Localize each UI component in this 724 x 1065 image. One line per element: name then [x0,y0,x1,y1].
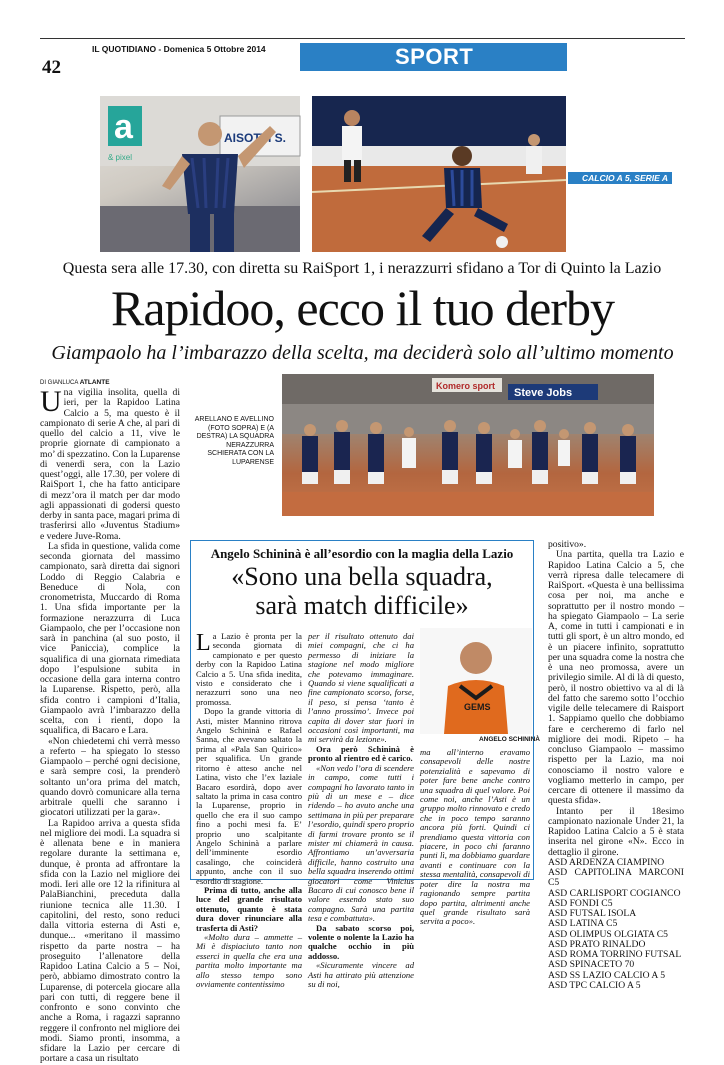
photo-portrait-schinina [420,628,532,734]
interview-answer: ma all’interno eravamo consapevoli delle nostre potenzialità e sapevamo di poter fare bene anche contro una squadra di quel valore. Poi come noi, anche l’Asti è un gruppo molto rinnovato e credo che in poco tempo saranno ancora più forti. Quindi ci prendiamo questa vittoria con piacere, in poco chi faranno punti lì, ma dobbiamo guardare avanti e continuare con la stessa mentalità, consapevoli di poter dire la nostra ma ragionando sempre partita dopo partita, altrimenti anche quel grande risultato sarà servita a poco». [420,747,530,927]
team-list-item: ASD PRATO RINALDO [548,938,646,950]
portrait-caption: ANGELO SCHININÀ [478,736,540,743]
team-list-item: ASD FUTSAL ISOLA [548,908,637,919]
interview-answer: «Sicuramente vincere ad Asti ha attirato più attenzione su di noi, [308,960,414,990]
article-headline: Rapidoo, ecco il tuo derby [110,280,615,336]
photo-player-avellino [312,96,566,252]
photo-caption: ARELLANO E AVELLINO (FOTO SOPRA) E (A DESTRA) LA SQUADRA NERAZZURRA SCHIERATA CON LA LUPARENSE [194,416,274,466]
section-banner: SPORT [300,43,567,71]
interview-question: Prima di tutto, anche alla luce del grande risultato ottenuto, quanto è stata dura dover rinunciare alla trasferta di Asti? [196,884,302,933]
interview-question: Ora però Schininà è pronto al rientro ed è carico. [308,743,414,764]
team-list-item: ASD OLIMPUS OLGIATA C5 [548,928,668,940]
sponsor-banner-text: Steve Jobs [514,387,573,399]
sponsor-logo-subtext: & pixel [108,153,133,162]
main-article-column-2 [548,539,684,991]
main-paragraph: positivo». [548,539,587,550]
drop-cap: L [196,630,211,656]
interview-answer: «Molto dura – ammette – Mi è dispiaciuto tanto non esserci in quella che era una partita molto importante ma allo stesso tempo sono ovviamente contentissimo [196,932,302,990]
photo-team-lineup [282,374,654,516]
main-paragraph: La Rapidoo arriva a questa sfida nel migliore dei modi. La squadra si è allenata bene e in maniera regolare durante la settimana e, dunque, è pronta ad affrontare la sfida con la Lazio nel migliore dei modi. Ieri alle ore 12 la rifinitura al PalaBianchini, preceduta dalla riunione tecnica alle 11.30. I capitolini, del resto, sono reduci dalla vittoria esterna di Asti e, dunque... «meritano il massimo rispetto da parte nostra – ha proseguito l’allenatore della Rapidoo Latina Calcio a 5 – Noi, però, abbiamo dimostrato contro la Luparense, di potercela giocare alla pari con tutti, di reggere bene il confronto e sono convinto che anche a Roma, i ragazzi sapranno reggere il confronto nel migliore dei modi. Siamo pronti, insomma, a sfidare la Lazio per cercare di portare a casa un risultato [40,817,180,1065]
interview-answer: «Non vedo l’ora di scendere in campo, come tutti i compagni ho lavorato tanto in più di un mese e – dice ridendo – ho avuto anche una settimana in più per preparare l’esordio, quindi spero proprio di farmi trovare pronto se il mister mi chiamerà in causa. Affrontiamo un’avversaria difficile, hanno costruito una bella squadra inserendo ottimi giocatori come Vinicius Bacaro di cui conosco bene il valore essendo stato suo compagno. Sarà una partita tesa e combattuta». [308,762,414,924]
interview-column-3 [420,747,530,927]
team-list-item: ASD SPINACETO 70 [548,959,635,971]
masthead: IL QUOTIDIANO - Domenica 5 Ottobre 2014 [92,44,266,54]
sponsor-banner-text: Komero sport [436,381,496,391]
interview-column-1 [196,630,302,990]
interview-paragraph: a Lazio è pronta per la seconda giornata di campionato e per questo derby con la Rapidoo Latina Calcio a 5. Una sfida inedita, visto e considerato che i nerazzurri sono una neo promossa. [196,631,302,707]
article-subhead: Questa sera alle 17.30, con diretta su RaiSport 1, i nerazzurri sfidano a Tor di Quinto la Lazio [62,260,662,277]
main-paragraph: Una partita, quella tra Lazio e Rapidoo Latina Calcio a 5, che verrà ripresa dalle telecamere di RaiSport. «Questa è una bellissima cosa per noi, ma anche e soprattutto per il nostro mondo – ha spiegato Giampaolo – La serie A, come in tutti i campionati e in tutti gli sport, è un altro mondo, ed è un piacere infinito, soprattutto per una squadra come la nostra che è una neo promossa, avere un privilegio simile. Al di là di questo, però, il nostro obiettivo va al di là del fatto che saremo sotto l’occhio vigile delle telecamere di Raisport 1. Sappiamo quello che dobbiamo fare e cercheremo di farlo nel migliore dei modi. Ripeto – ha concluso Giampaolo – massimo rispetto per la Lazio, ma noi conosciamo il nostro valore e vogliamo metterlo in campo, per cercare di ottenere il massimo da questa sfida». [548,549,684,807]
article-deck: Giampaolo ha l’imbarazzo della scelta, ma deciderà solo all’ultimo momento [51,342,674,364]
main-article-column-1 [40,385,180,1065]
page-number: 42 [42,57,61,78]
interview-headline [192,562,532,620]
drop-cap: U [40,385,62,418]
byline-prefix: DI GIANLUCA [40,380,79,386]
main-paragraph: Intanto per il 18esimo campionato nazionale Under 21, la Rapidoo Latina Calcio a 5 è stata inserita nel girone «N». Ecco in dettaglio il girone. [548,805,684,858]
interview-kicker: Angelo Schininà è all’esordio con la maglia della Lazio [210,546,514,561]
main-paragraph: «Non chiedetemi chi verrà messo a referto – ha spiegato lo stesso Giampaolo – perché ogni decisione, e sarà sempre così, la prenderò soltanto un’ora prima del match, quando dovrò comunicare alla terna arbitrale quelli che saranno i giocatori utilizzati per la gara». [40,735,180,819]
team-list-item: ASD FONDI C5 [548,897,613,909]
sponsor-banner-text: AISOTTI S. [224,131,287,145]
byline-author: ATLANTE [79,379,110,386]
main-paragraph: La sfida in questione, valida come seconda giornata del massimo campionato, sarà diretta dai signori Loddo di Reggio Calabria e Beneduce di Nola, con cronometrista, Muccardo di Roma 1. Una sfida importante per la formazione nerazzurra di Luca Giampaolo, che per l’occasione non sarà in panchina (al suo posto, il vice Paniccia), complice la squalifica di una giornata rimediata dopo l’espulsione subita in occasione della gara interna contro la Luparense. Rispetto, però, alla sfida contro i campioni d’Italia, Giampaolo avrà l’imbarazzo della scelta, con i rienti, dopo la squalifica, di Bacaro e Lara. [40,540,180,737]
group-team-list [548,858,684,991]
team-list-item: ASD CARLISPORT COGIANCO [548,887,681,899]
jersey-text: GEMS [464,702,491,712]
team-list-item: ASD LATINA C5 [548,918,618,930]
sponsor-logo-text: a [114,108,133,146]
interview-headline-line: sarà match difficile» [255,591,469,620]
interview-question: Da sabato scorso poi, volente o nolente la Lazio ha qualche occhio in più addosso. [308,922,414,961]
interview-answer: per il risultato ottenuto dai miei compagni, che ci ha permesso di iniziare la stagione nel modo migliore che potevamo immaginare. Quando si viene squalificati a fine campionato scorso, forse, il peso, si pensa ‘tanto è l’anno prossimo’. Invece poi capita di dover star fuori in occasioni così importanti, ma mi servirà da lezione». [308,631,414,745]
interview-paragraph: Dopo la grande vittoria di Asti, mister Mannino ritrova Angelo Schininà e Rafael Sanna, che avevano saltato la prima al «Pala San Quirico» per squalifica. Un grande ritorno è atteso anche nel Latina, visto che l’ex laziale Bacaro esordirà, dopo aver saltato la prima in casa contro la Luparense, proprio in quello che era il suo campo fino a pochi mesi fa. E’ proprio uno scalpitante Angelo Schininà a parlare dell’imminente esordio casalingo, che coinciderà appunto, anche con il suo esordio di stagione. [196,706,302,886]
header-rule [40,38,685,39]
main-paragraph: na vigilia insolita, quella di ieri, per la Rapidoo Latina Calcio a 5, ma questo è il campionato di serie A che, al pari di quello del calcio a 11, vive le proprie giornate di campionato a mo’ di spezzatino. Con la Luparense di venerdì sera, con la Lazio quest’oggi, alle 17.30, per volere di RaiSport 1, che ha fatto anticipare di mezz’ora il match per dar modo agli appassionati di godersi questo derby in santa pace, magari prima di trasferirsi allo «Juventus Stadium» e vedere Juve-Roma. [40,387,180,542]
team-list-item: ASD ARDENZA CIAMPINO [548,856,665,868]
team-list-item: ASD ROMA TORRINO FUTSAL [548,949,682,960]
team-list-item: ASD TPC CALCIO A 5 [548,979,641,991]
section-kicker: CALCIO A 5, SERIE A [568,172,672,184]
interview-headline-line: «Sono una bella squadra, [231,562,493,591]
photo-player-arellano [100,96,300,252]
team-list-item: ASD SS LAZIO CALCIO A 5 [548,969,666,981]
interview-column-2 [308,631,414,990]
team-list-item: ASD CAPITOLINA MARCONI C5 [548,867,684,889]
